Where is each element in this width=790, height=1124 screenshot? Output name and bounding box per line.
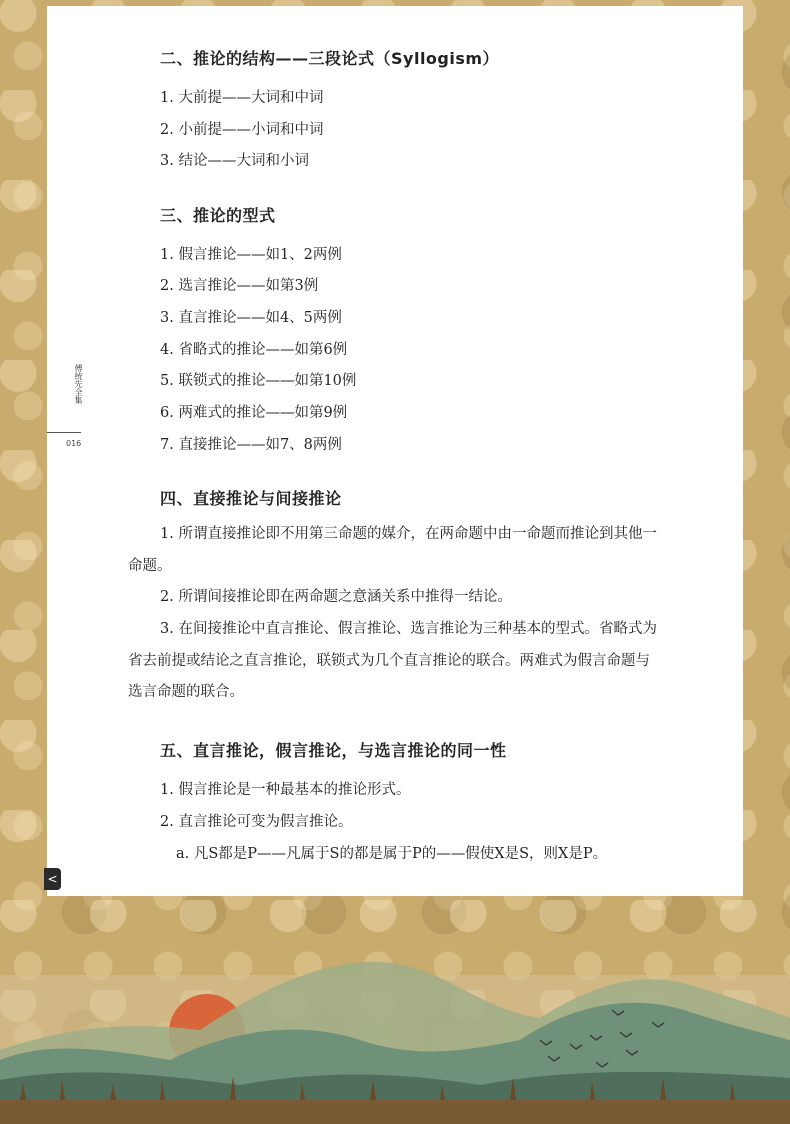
list-item: 1. 假言推论——如1、2两例 [160, 247, 342, 263]
section-5-heading: 五、直言推论，假言推论，与选言推论的同一性 [160, 741, 507, 760]
landscape-illustration [0, 900, 790, 1124]
list-item: 2. 直言推论可变为假言推论。 [160, 814, 353, 830]
sidebar-divider [47, 432, 81, 433]
section-3-heading: 三、推论的型式 [160, 206, 276, 225]
list-item: 1. 大前提——大词和中词 [160, 90, 324, 106]
section-4-heading: 四、直接推论与间接推论 [160, 489, 342, 508]
list-sub-item: a. 凡S都是P——凡属于S的都是属于P的——假使X是S，则X是P。 [176, 846, 608, 862]
book-page [47, 6, 743, 896]
list-item: 5. 联锁式的推论——如第10例 [160, 373, 357, 389]
list-item: 7. 直接推论——如7、8两例 [160, 437, 342, 453]
book-title-vertical: 傅统先全集 [74, 364, 83, 404]
page-number: 016 [66, 439, 82, 448]
paragraph: 2. 所谓间接推论即在两命题之意涵关系中推得一结论。 [160, 589, 512, 605]
list-item: 2. 选言推论——如第3例 [160, 278, 319, 294]
list-item: 2. 小前提——小词和中词 [160, 122, 324, 138]
section-2-heading: 二、推论的结构——三段论式（Syllogism） [160, 49, 500, 68]
paragraph: 1. 所谓直接推论即不用第三命题的媒介，在两命题中由一命题而推论到其他一命题。 [128, 526, 657, 574]
paragraph: 3. 在间接推论中直言推论、假言推论、选言推论为三种基本的型式。省略式为省去前提或结论之直言推论，联锁式为几个直言推论的联合。两难式为假言命题与选言命题的联合。 [128, 621, 657, 700]
list-item: 3. 直言推论——如4、5两例 [160, 310, 342, 326]
list-item: 6. 两难式的推论——如第9例 [160, 405, 348, 421]
list-item: 4. 省略式的推论——如第6例 [160, 342, 348, 358]
back-button[interactable]: < [44, 868, 61, 890]
list-item: 1. 假言推论是一种最基本的推论形式。 [160, 782, 411, 798]
list-item: 3. 结论——大词和小词 [160, 153, 309, 169]
